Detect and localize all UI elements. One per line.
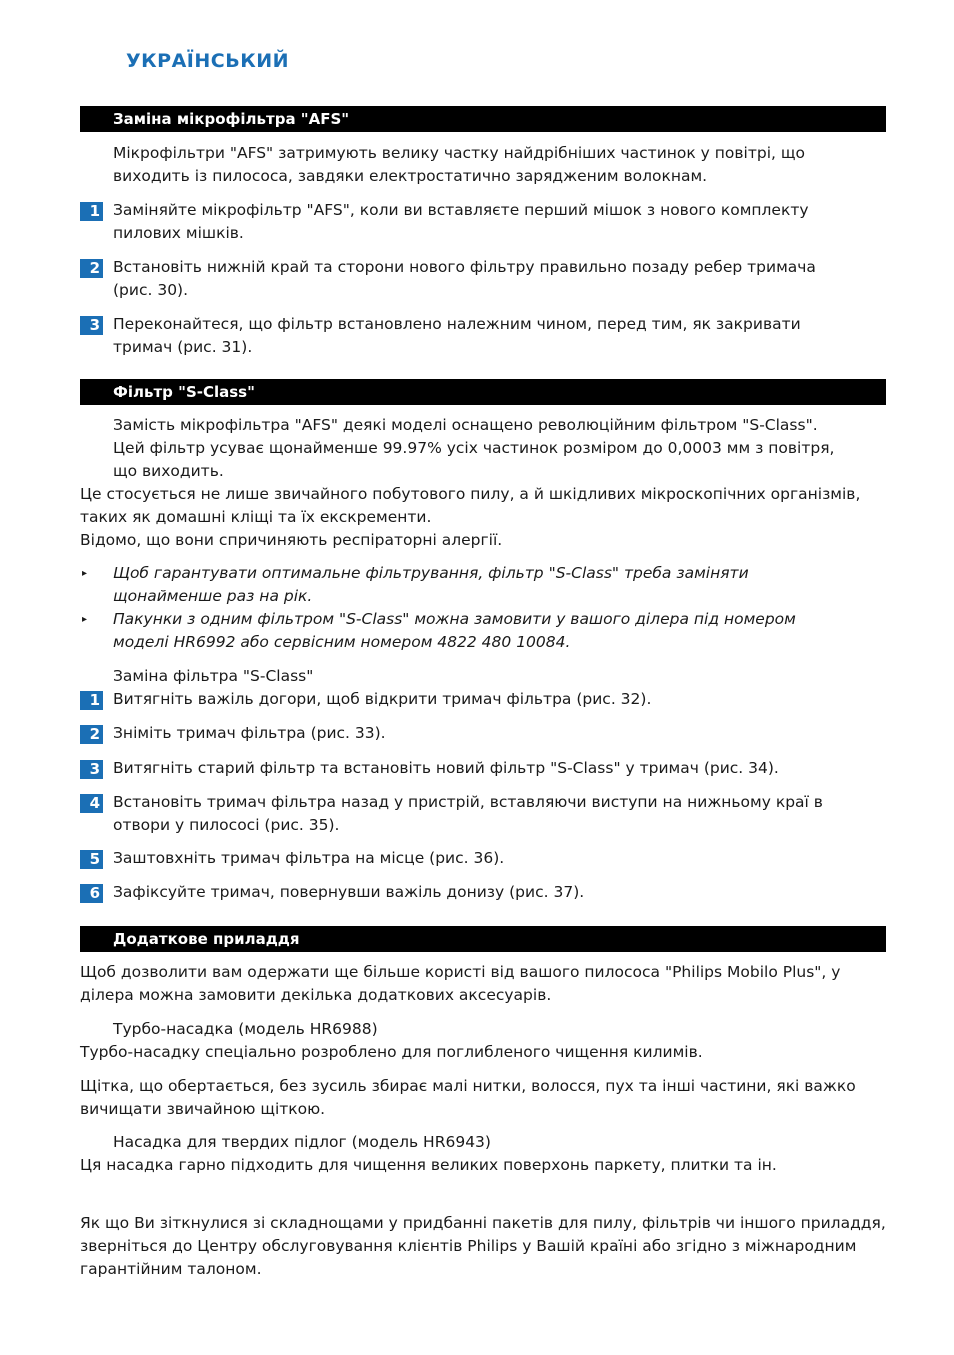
footer-line-2: зверніться до Центру обслуговування клієнтів Philips у Вашій країні або згідно з міжнародним [80,1237,857,1255]
sclass-step-5-number: 5 [80,850,103,869]
afs-step-3-number: 3 [80,316,103,335]
sclass-bullet-2-line-1: Пакунки з одним фільтром "S-Class" можна замовити у вашого ділера під номером [113,610,796,628]
bullet-marker-icon: ▸ [82,568,88,579]
afs-step-3 [113,313,883,359]
afs-step-1 [113,199,883,245]
accessories-intro-line-2: ділера можна замовити декілька додаткових аксесуарів. [80,986,552,1004]
afs-step-2-number: 2 [80,259,103,278]
sclass-intro-line-2: Цей фільтр усуває щонайменше 99.97% усіх частинок розміром до 0,0003 мм з повітря, [113,439,835,457]
afs-step-3-line-1: Переконайтеся, що фільтр встановлено належним чином, перед тим, як закривати [113,315,801,333]
afs-step-1-line-1: Заміняйте мікрофільтр "AFS", коли ви вставляєте перший мішок з нового комплекту [113,201,809,219]
afs-step-3-line-2: тримач (рис. 31). [113,338,253,356]
afs-step-2-line-1: Встановіть нижній край та сторони нового фільтру правильно позаду ребер тримача [113,258,816,276]
sclass-bullet-2 [113,608,883,654]
sclass-intro [113,414,883,483]
sclass-step-1-number: 1 [80,691,103,710]
sclass-para-line-2: таких як домашні кліщі та їх екскременти. [80,508,432,526]
sclass-step-4-number: 4 [80,794,103,813]
sclass-step-4-line-1: Встановіть тримач фільтра назад у пристрій, вставляючи виступи на нижньому краї в [113,793,823,811]
section-title-afs: Заміна мікрофільтра "AFS" [80,106,886,132]
sclass-step-3: Витягніть старий фільтр та встановіть новий фільтр "S-Class" у тримач (рис. 34). [113,759,779,777]
afs-step-2-line-2: (рис. 30). [113,281,189,299]
sclass-subheading: Заміна фільтра "S-Class" [113,667,314,685]
section-title-sclass: Фільтр "S-Class" [80,379,886,405]
footer-line-3: гарантійним талоном. [80,1260,262,1278]
language-heading: УКРАЇНСЬКИЙ [126,50,290,72]
sclass-bullet-1-line-1: Щоб гарантувати оптимальне фільтрування, фільтр "S-Class" треба заміняти [113,564,749,582]
sclass-intro-line-1: Замість мікрофільтра "AFS" деякі моделі оснащено революційним фільтром "S-Class". [113,416,818,434]
sclass-step-1: Витягніть важіль догори, щоб відкрити тримач фільтра (рис. 32). [113,690,652,708]
sclass-step-2-number: 2 [80,725,103,744]
turbo-text: Турбо-насадку спеціально розроблено для поглибленого чищення килимів. [80,1043,703,1061]
sclass-bullet-1-line-2: щонайменше раз на рік. [113,587,313,605]
sclass-step-3-number: 3 [80,760,103,779]
floor-heading: Насадка для твердих підлог (модель HR6943) [113,1133,491,1151]
afs-step-1-number: 1 [80,202,103,221]
turbo-text-2 [80,1075,886,1121]
accessories-intro [80,961,886,1007]
sclass-bullet-1 [113,562,883,608]
sclass-para-line-3: Відомо, що вони спричиняють респіраторні алергії. [80,531,503,549]
accessories-intro-line-1: Щоб дозволити вам одержати ще більше користі від вашого пилососа "Philips Mobilo Plus", у [80,963,841,981]
sclass-intro-line-3: що виходить. [113,462,224,480]
sclass-step-2: Зніміть тримач фільтра (рис. 33). [113,724,386,742]
sclass-step-4 [113,791,883,837]
sclass-paragraph [80,483,886,552]
floor-text: Ця насадка гарно підходить для чищення великих поверхонь паркету, плитки та ін. [80,1156,777,1174]
sclass-step-4-line-2: отвори у пилососі (рис. 35). [113,816,340,834]
afs-intro-line-2: виходить із пилососа, завдяки електростатично зарядженим волокнам. [113,167,708,185]
afs-intro [113,142,883,188]
section-title-accessories: Додаткове приладдя [80,926,886,952]
afs-step-2 [113,256,883,302]
turbo-text-2-line-1: Щітка, що обертається, без зусиль збирає малі нитки, волосся, пух та інші частини, які важко [80,1077,856,1095]
footer-line-1: Як що Ви зіткнулися зі складнощами у придбанні пакетів для пилу, фільтрів чи іншого приладдя, [80,1214,886,1232]
sclass-step-5: Заштовхніть тримач фільтра на місце (рис. 36). [113,849,505,867]
sclass-para-line-1: Це стосується не лише звичайного побутового пилу, а й шкідливих мікроскопічних організмів, [80,485,861,503]
bullet-marker-icon: ▸ [82,614,88,625]
footer-paragraph [80,1212,886,1281]
afs-step-1-line-2: пилових мішків. [113,224,244,242]
sclass-step-6-number: 6 [80,884,103,903]
turbo-heading: Турбо-насадка (модель HR6988) [113,1020,378,1038]
sclass-step-6: Зафіксуйте тримач, повернувши важіль донизу (рис. 37). [113,883,585,901]
afs-intro-line-1: Мікрофільтри "AFS" затримують велику частку найдрібніших частинок у повітрі, що [113,144,805,162]
sclass-bullet-2-line-2: моделі HR6992 або сервісним номером 4822 480 10084. [113,633,571,651]
turbo-text-2-line-2: вичищати звичайною щіткою. [80,1100,326,1118]
